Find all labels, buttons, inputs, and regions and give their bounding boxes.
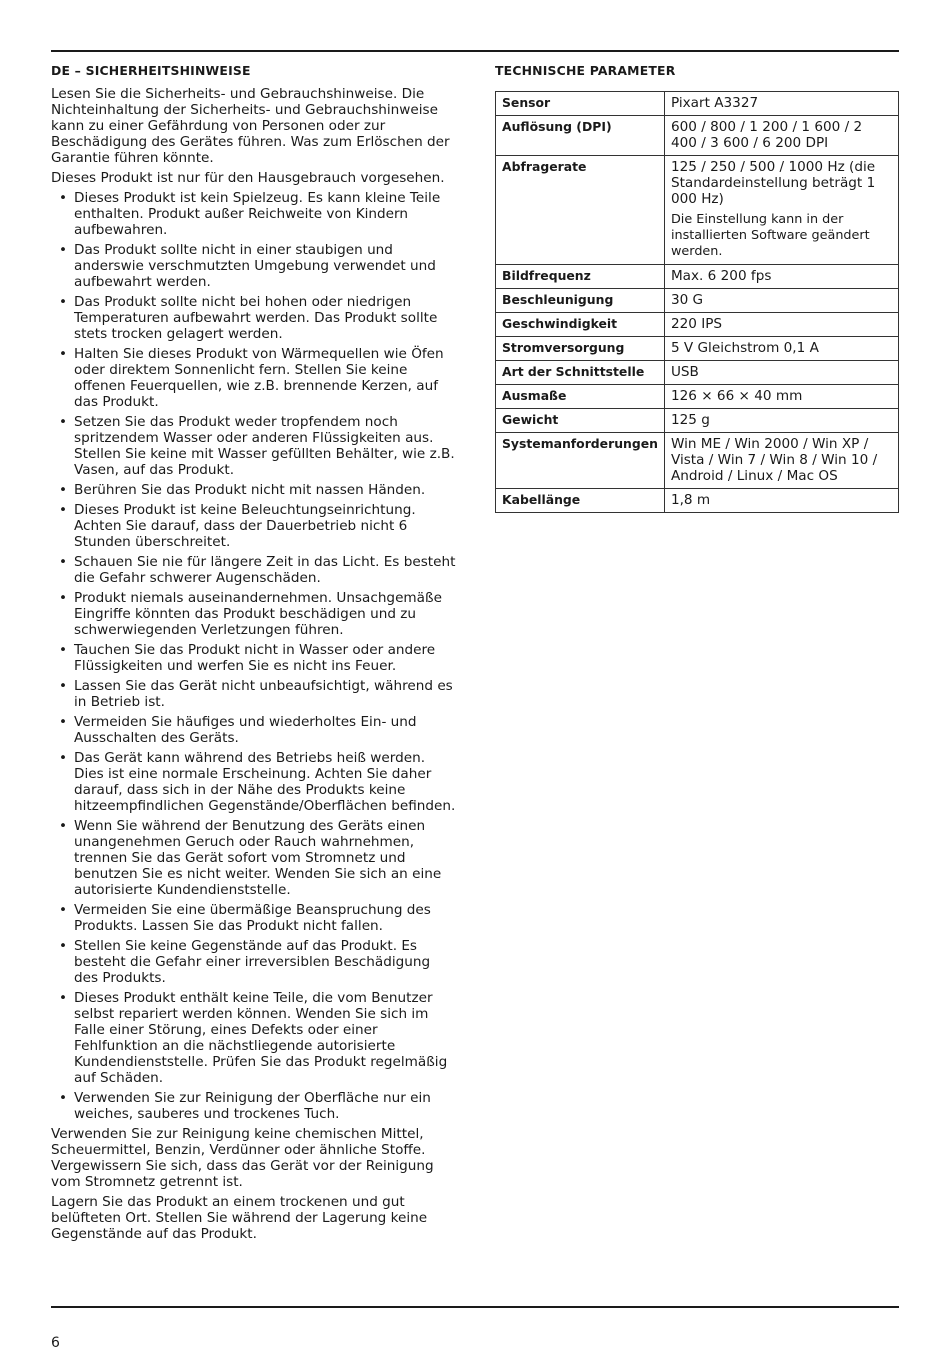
outro-paragraph: Lagern Sie das Produkt an einem trockenen und gut belüfteten Ort. Stellen Sie während der Lagerung keine Gegenstände auf das Produkt. xyxy=(51,1194,428,1242)
parameter-value: 126 × 66 × 40 mm xyxy=(664,385,898,409)
parameter-value: 30 G xyxy=(664,289,898,313)
parameter-label: Systemanforderungen xyxy=(496,433,665,489)
list-item: • Berühren Sie das Produkt nicht mit nassen Händen. xyxy=(51,482,457,498)
parameter-label: Abfragerate xyxy=(496,156,665,265)
table-row xyxy=(496,156,899,265)
parameters-table xyxy=(495,91,899,513)
table-row xyxy=(496,289,899,313)
list-item: • Setzen Sie das Produkt weder tropfendem noch spritzendem Wasser oder anderen Flüssigkeiten aus. Stellen Sie keine mit Wasser gefüllten Behälter, wie z.B. Vasen, auf das Produkt. xyxy=(51,414,457,478)
safety-section xyxy=(51,63,457,1246)
parameter-value: 125 g xyxy=(664,409,898,433)
parameter-label: Ausmaße xyxy=(496,385,665,409)
list-item: • Halten Sie dieses Produkt von Wärmequellen wie Öfen oder direktem Sonnenlicht fern. Stellen Sie keine offenen Feuerquellen, wie z.B. brennende Kerzen, auf das Produkt. xyxy=(51,346,457,410)
parameter-value: 5 V Gleichstrom 0,1 A xyxy=(664,337,898,361)
list-item: • Das Produkt sollte nicht in einer staubigen und anderswie verschmutzten Umgebung verwendet und aufbewahrt werden. xyxy=(51,242,457,290)
top-divider xyxy=(51,50,899,52)
parameter-value: USB xyxy=(664,361,898,385)
parameter-note: Die Einstellung kann in der installierten Software geändert werden. xyxy=(670,212,870,259)
parameter-label: Geschwindigkeit xyxy=(496,313,665,337)
parameter-value: Pixart A3327 xyxy=(664,92,898,116)
technical-heading: TECHNISCHE PARAMETER xyxy=(495,63,676,78)
table-row xyxy=(496,313,899,337)
list-item: • Vermeiden Sie eine übermäßige Beanspruchung des Produkts. Lassen Sie das Produkt nicht fallen. xyxy=(51,902,457,934)
list-item: • Tauchen Sie das Produkt nicht in Wasser oder andere Flüssigkeiten und werfen Sie es nicht ins Feuer. xyxy=(51,642,457,674)
safety-list xyxy=(51,190,457,1122)
parameter-value: Win ME / Win 2000 / Win XP / Vista / Win 7 / Win 8 / Win 10 / Android / Linux / Mac OS xyxy=(664,433,898,489)
parameter-label: Kabellänge xyxy=(496,489,665,513)
bottom-divider xyxy=(51,1306,899,1308)
list-item: • Verwenden Sie zur Reinigung der Oberfläche nur ein weiches, sauberes und trockenes Tuch. xyxy=(51,1090,457,1122)
parameter-value: 600 / 800 / 1 200 / 1 600 / 2 400 / 3 600 / 6 200 DPI xyxy=(664,116,898,156)
intro-paragraph: Dieses Produkt ist nur für den Hausgebrauch vorgesehen. xyxy=(51,170,445,186)
parameter-label: Stromversorgung xyxy=(496,337,665,361)
table-row xyxy=(496,361,899,385)
list-item: • Vermeiden Sie häufiges und wiederholtes Ein- und Ausschalten des Geräts. xyxy=(51,714,457,746)
list-item: • Das Gerät kann während des Betriebs heiß werden. Dies ist eine normale Erscheinung. Achten Sie daher darauf, dass sich in der Nähe des Produkts keine hitzeempfindlichen Gegenstände/Oberflächen befinden. xyxy=(51,750,457,814)
list-item: • Produkt niemals auseinandernehmen. Unsachgemäße Eingriffe könnten das Produkt beschädigen und zu schwerwiegenden Verletzungen führen. xyxy=(51,590,457,638)
table-row xyxy=(496,116,899,156)
table-row xyxy=(496,92,899,116)
outro-paragraph: Verwenden Sie zur Reinigung keine chemischen Mittel, Scheuermittel, Benzin, Verdünner oder ähnliche Stoffe. Vergewissern Sie sich, dass das Gerät vor der Reinigung vom Stromnetz getrennt ist. xyxy=(51,1126,434,1190)
list-item: • Das Produkt sollte nicht bei hohen oder niedrigen Temperaturen aufbewahrt werden. Das Produkt sollte stets trocken gelagert werden. xyxy=(51,294,457,342)
intro-paragraph: Lesen Sie die Sicherheits- und Gebrauchshinweise. Die Nichteinhaltung der Sicherheits- und Gebrauchshinweise kann zu einer Gefährdung von Personen oder zur Beschädigung des Gerätes führen. Was zum Erlöschen der Garantie führen könnte. xyxy=(51,86,450,166)
page-number: 6 xyxy=(51,1335,60,1351)
parameter-value: 220 IPS xyxy=(664,313,898,337)
parameter-label: Art der Schnittstelle xyxy=(496,361,665,385)
table-row xyxy=(496,489,899,513)
list-item: • Dieses Produkt enthält keine Teile, die vom Benutzer selbst repariert werden können. Wenden Sie sich im Falle einer Störung, eines Defekts oder einer Fehlfunktion an die nächstliegende autorisierte Kundendienststelle. Prüfen Sie das Produkt regelmäßig auf Schäden. xyxy=(51,990,457,1086)
list-item: • Wenn Sie während der Benutzung des Geräts einen unangenehmen Geruch oder Rauch wahrnehmen, trennen Sie das Gerät sofort vom Stromnetz und benutzen Sie es nicht weiter. Wenden Sie sich an eine autorisierte Kundendienststelle. xyxy=(51,818,457,898)
table-row xyxy=(496,337,899,361)
parameter-label: Sensor xyxy=(496,92,665,116)
parameter-value: Max. 6 200 fps xyxy=(664,265,898,289)
table-row xyxy=(496,409,899,433)
technical-section xyxy=(495,63,899,513)
parameter-label: Beschleunigung xyxy=(496,289,665,313)
table-row xyxy=(496,385,899,409)
parameter-label: Gewicht xyxy=(496,409,665,433)
table-row xyxy=(496,433,899,489)
list-item: • Stellen Sie keine Gegenstände auf das Produkt. Es besteht die Gefahr einer irreversiblen Beschädigung des Produkts. xyxy=(51,938,457,986)
list-item: • Dieses Produkt ist kein Spielzeug. Es kann kleine Teile enthalten. Produkt außer Reichweite von Kindern aufbewahren. xyxy=(51,190,457,238)
parameter-label: Auflösung (DPI) xyxy=(496,116,665,156)
parameter-value xyxy=(664,156,898,265)
list-item: • Dieses Produkt ist keine Beleuchtungseinrichtung. Achten Sie darauf, dass der Dauerbetrieb nicht 6 Stunden überschreitet. xyxy=(51,502,457,550)
parameter-label: Bildfrequenz xyxy=(496,265,665,289)
list-item: • Schauen Sie nie für längere Zeit in das Licht. Es besteht die Gefahr schwerer Augenschäden. xyxy=(51,554,457,586)
list-item: • Lassen Sie das Gerät nicht unbeaufsichtigt, während es in Betrieb ist. xyxy=(51,678,457,710)
safety-heading: DE – SICHERHEITSHINWEISE xyxy=(51,63,251,78)
table-row xyxy=(496,265,899,289)
parameter-value: 1,8 m xyxy=(664,489,898,513)
parameter-value-text: 125 / 250 / 500 / 1000 Hz (die Standardeinstellung beträgt 1 000 Hz) xyxy=(670,159,876,207)
